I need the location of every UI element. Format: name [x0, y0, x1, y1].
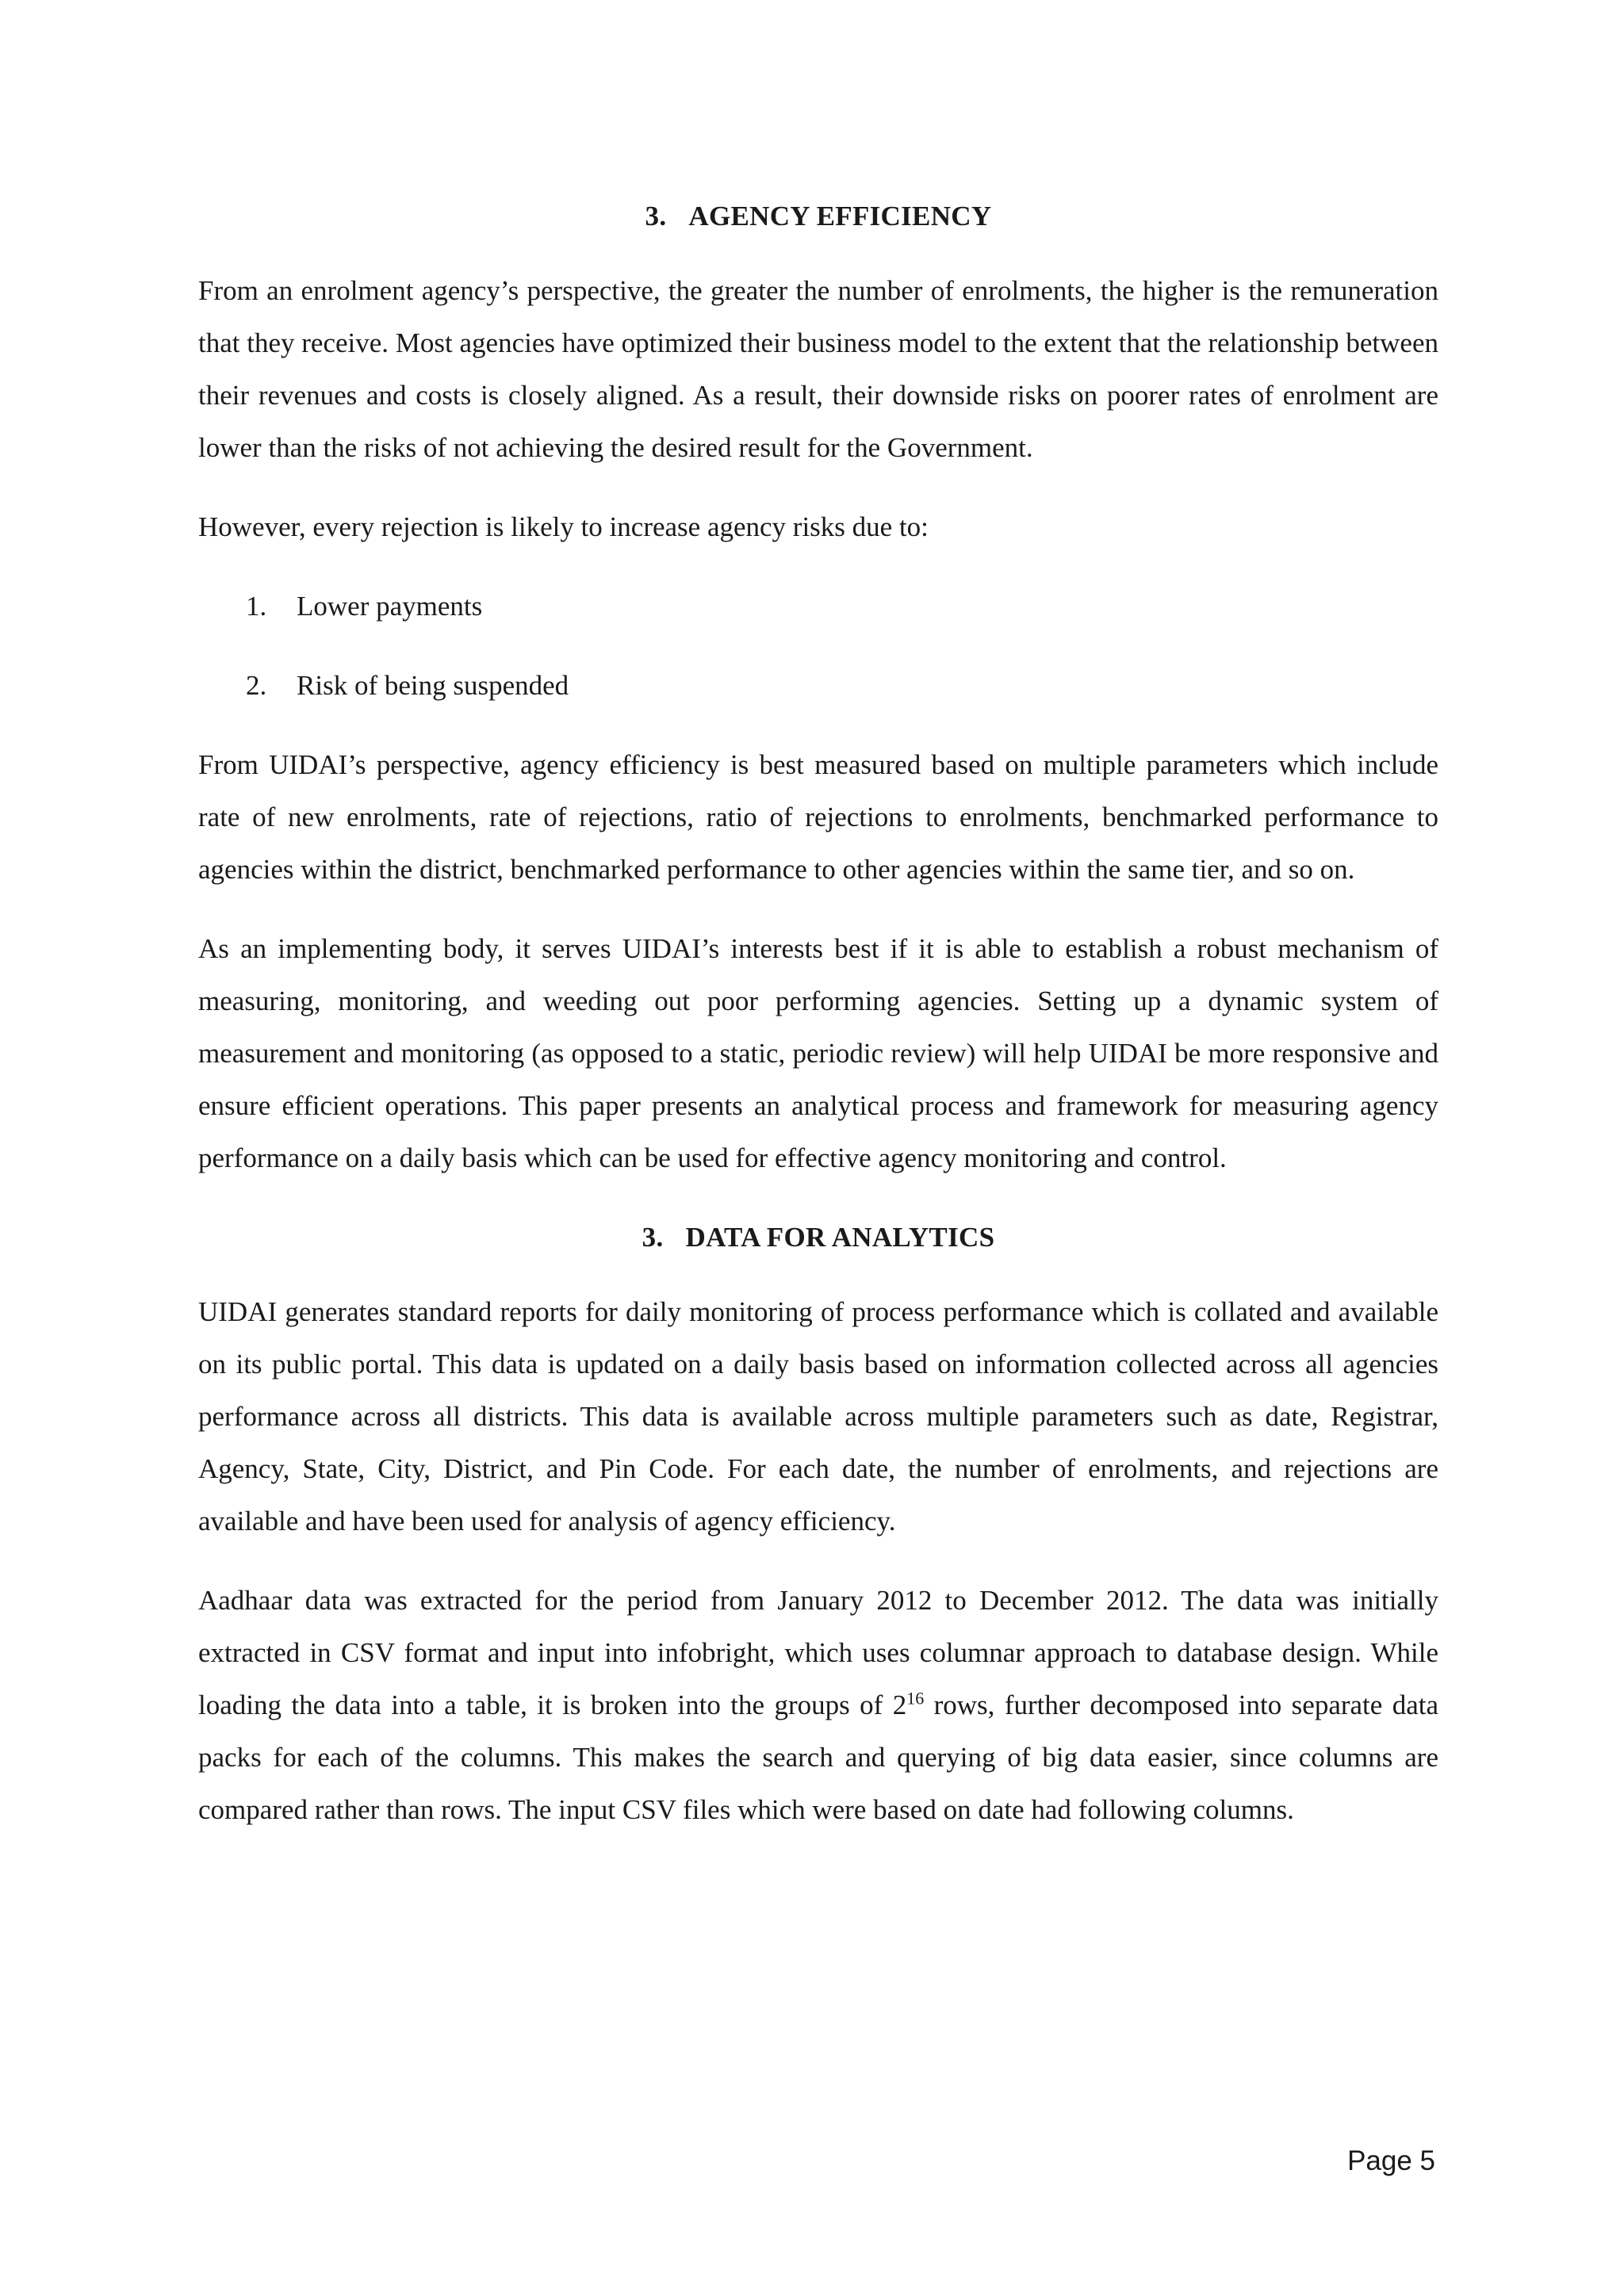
paragraph-rejection-risks: However, every rejection is likely to increase agency risks due to: — [198, 511, 929, 542]
section-heading-agency-efficiency — [198, 190, 1438, 243]
document-page — [198, 190, 1438, 1863]
paragraph-standard-reports: UIDAI generates standard reports for daily monitoring of process performance which is collated and available on its public portal. This data is updated on a daily basis based on information collected across all agencies performance across all districts. This data is available across multiple parameters such as date, Registrar, Agency, State, City, District, and Pin Code. For each date, the number of enrolments, and rejections are available and have been used for analysis of agency efficiency. — [198, 1296, 1438, 1536]
paragraph-agency-perspective: From an enrolment agency’s perspective, the greater the number of enrolments, the higher is the remuneration that they receive. Most agencies have optimized their business model to the extent that the relationship between their revenues and costs is closely aligned. As a result, their downside risks on poorer rates of enrolment are lower than the risks of not achieving the desired result for the Government. — [198, 275, 1438, 463]
section-heading-data-for-analytics — [198, 1211, 1438, 1264]
section-number: 3. — [642, 1222, 664, 1253]
list-item-number: 1. — [246, 591, 267, 622]
paragraph-uidai-perspective: From UIDAI’s perspective, agency efficiency is best measured based on multiple parameters which include rate of new enrolments, rate of rejections, ratio of rejections to enrolments, benchmarked performance to agencies within the district, benchmarked performance to other agencies within the same tier, and so on. — [198, 749, 1438, 885]
paragraph-text: Aadhaar data was extracted for the period from January 2012 to December 2012. The data was initially extracted in CSV format and input into infobright, which uses columnar approach to database design. While loading the data into a table, it is broken into the groups of 2 — [198, 1585, 1438, 1720]
list-item-text: Risk of being suspended — [297, 670, 569, 701]
risk-list — [198, 580, 1438, 712]
list-item — [198, 660, 1438, 712]
list-item — [198, 580, 1438, 633]
section-number: 3. — [645, 201, 667, 232]
paragraph-text: rows, further decomposed into separate data packs for each of the columns. This makes the search and querying of big data easier, since columns are compared rather than rows. The input CSV files which were based on date had following columns. — [198, 1689, 1438, 1825]
page-number: Page 5 — [1347, 2145, 1435, 2176]
paragraph-aadhaar-data — [198, 1575, 1438, 1836]
paragraph-implementing-body: As an implementing body, it serves UIDAI’s interests best if it is able to establish a robust mechanism of measuring, monitoring, and weeding out poor performing agencies. Setting up a dynamic system of measurement and monitoring (as opposed to a static, periodic review) will help UIDAI be more responsive and ensure efficient operations. This paper presents an analytical process and framework for measuring agency performance on a daily basis which can be used for effective agency monitoring and control. — [198, 933, 1438, 1173]
list-item-number: 2. — [246, 670, 267, 701]
superscript-exponent: 16 — [906, 1688, 925, 1709]
section-title: DATA FOR ANALYTICS — [685, 1222, 995, 1253]
section-title: AGENCY EFFICIENCY — [688, 201, 992, 232]
list-item-text: Lower payments — [297, 591, 483, 622]
